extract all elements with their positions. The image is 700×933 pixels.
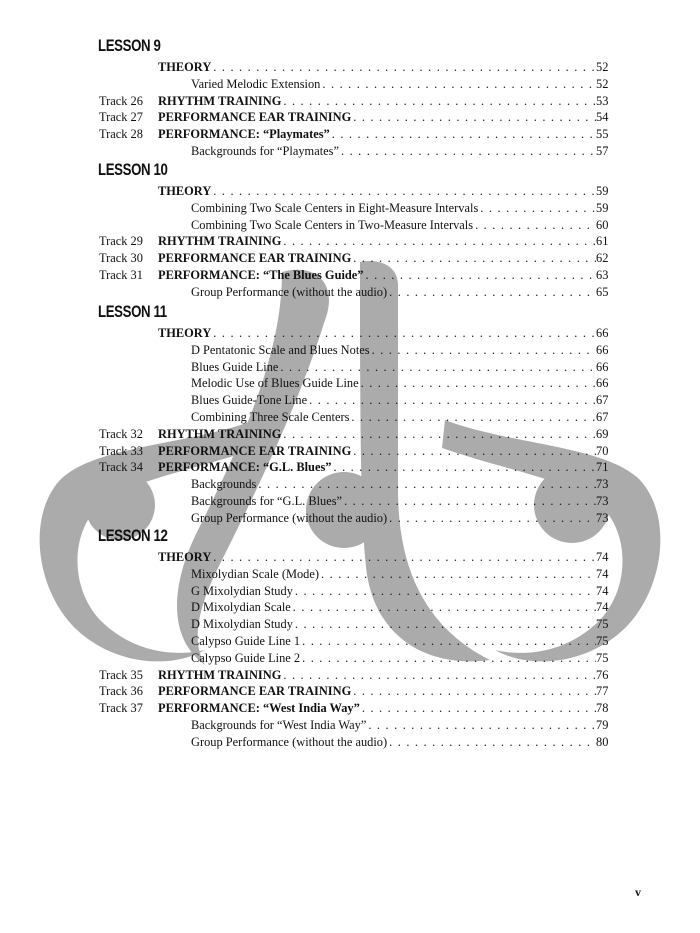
- entry-leader: [158, 233, 596, 250]
- entry-leader: [191, 717, 596, 734]
- toc-entry[interactable]: [0, 126, 700, 143]
- entry-leader: [191, 359, 596, 376]
- toc-entry[interactable]: [0, 667, 700, 684]
- entry-title: THEORY: [158, 326, 212, 340]
- entry-page-number: 61: [596, 234, 609, 249]
- entry-title: PERFORMANCE EAR TRAINING: [158, 251, 352, 266]
- dot-leader: [280, 359, 596, 376]
- entry-title: Backgrounds for “G.L. Blues”: [191, 494, 343, 508]
- entry-title: Backgrounds for “West India Way”: [191, 718, 367, 732]
- dot-leader: [295, 583, 596, 600]
- entry-leader: [158, 93, 596, 110]
- entry-leader: [191, 493, 596, 510]
- entry-leader: [158, 250, 596, 267]
- toc-entry[interactable]: [0, 233, 700, 250]
- dot-leader: [283, 93, 596, 110]
- entry-page-number: 52: [596, 76, 609, 91]
- dot-leader: [302, 650, 596, 667]
- entry-title: PERFORMANCE: “Playmates”: [158, 127, 330, 142]
- entry-page-number: 73: [596, 510, 609, 525]
- entry-page-number: 67: [596, 410, 609, 424]
- entry-page-number: 63: [596, 268, 609, 282]
- toc-entry[interactable]: [0, 59, 700, 76]
- track-label: Track 28: [99, 127, 143, 142]
- track-label: Track 34: [99, 460, 143, 475]
- toc-entry[interactable]: [0, 426, 700, 443]
- track-label: Track 36: [99, 684, 143, 699]
- entry-title: Combining Two Scale Centers in Two-Measure Intervals: [191, 217, 474, 232]
- toc-entry[interactable]: [0, 633, 700, 650]
- entry-page-number: 54: [596, 110, 609, 125]
- dot-leader: [344, 493, 596, 510]
- entry-page-number: 52: [596, 60, 609, 74]
- toc-entry[interactable]: [0, 93, 700, 110]
- entry-page-number: 74: [596, 600, 609, 615]
- entry-page-number: 75: [596, 617, 609, 632]
- entry-leader: [158, 267, 596, 284]
- entry-page-number: 66: [596, 376, 609, 391]
- track-label: Track 32: [99, 426, 143, 441]
- entry-leader: [191, 392, 596, 409]
- dot-leader: [213, 549, 596, 566]
- dot-leader: [295, 616, 596, 633]
- entry-title: Blues Guide Line: [191, 359, 279, 374]
- toc-entry[interactable]: [0, 342, 700, 359]
- toc-entry[interactable]: [0, 359, 700, 376]
- entry-page-number: 67: [596, 393, 609, 408]
- entry-page-number: 73: [596, 477, 609, 492]
- toc-entry[interactable]: [0, 325, 700, 342]
- entry-leader: [158, 549, 596, 566]
- dot-leader: [480, 200, 596, 217]
- toc-entry[interactable]: [0, 443, 700, 460]
- entry-leader: [158, 700, 596, 717]
- entry-page-number: 53: [596, 93, 609, 108]
- entry-leader: [191, 599, 596, 616]
- toc-entry[interactable]: [0, 76, 700, 93]
- track-label: Track 26: [99, 93, 143, 108]
- entry-title: PERFORMANCE EAR TRAINING: [158, 684, 352, 699]
- entry-leader: [191, 200, 596, 217]
- track-label: Track 35: [99, 667, 143, 682]
- dot-leader: [372, 342, 596, 359]
- entry-title: Mixolydian Scale (Mode): [191, 566, 320, 581]
- toc-entry[interactable]: [0, 700, 700, 717]
- entry-leader: [191, 616, 596, 633]
- entry-page-number: 59: [596, 200, 609, 215]
- toc-entry[interactable]: [0, 616, 700, 633]
- toc-entry[interactable]: [0, 683, 700, 700]
- entry-leader: [158, 667, 596, 684]
- entry-title: Combining Two Scale Centers in Eight-Measure Intervals: [191, 200, 479, 215]
- dot-leader: [353, 683, 596, 700]
- entry-leader: [158, 459, 596, 476]
- entry-page-number: 80: [596, 734, 609, 749]
- entry-title: PERFORMANCE: “West India Way”: [158, 701, 360, 716]
- entry-leader: [158, 59, 596, 76]
- dot-leader: [475, 217, 596, 234]
- dot-leader: [366, 267, 597, 284]
- dot-leader: [302, 633, 596, 650]
- entry-page-number: 65: [596, 284, 609, 299]
- lesson-heading: LESSON 11: [98, 302, 167, 321]
- entry-title: PERFORMANCE: “The Blues Guide”: [158, 268, 364, 282]
- toc-entry[interactable]: [0, 459, 700, 476]
- entry-leader: [191, 143, 596, 160]
- entry-title: Calypso Guide Line 2: [191, 650, 301, 665]
- entry-title: Calypso Guide Line 1: [191, 634, 301, 648]
- toc-entry[interactable]: [0, 200, 700, 217]
- entry-title: Group Performance (without the audio): [191, 284, 388, 299]
- toc-entry[interactable]: [0, 476, 700, 493]
- dot-leader: [351, 409, 596, 426]
- dot-leader: [341, 143, 596, 160]
- entry-leader: [191, 510, 596, 527]
- toc-entry[interactable]: [0, 284, 700, 301]
- entry-title: Backgrounds: [191, 477, 257, 492]
- entry-leader: [191, 734, 596, 751]
- entry-title: RHYTHM TRAINING: [158, 426, 282, 441]
- track-label: Track 37: [99, 701, 143, 716]
- toc-entry[interactable]: [0, 734, 700, 751]
- dot-leader: [213, 183, 596, 200]
- entry-leader: [191, 375, 596, 392]
- toc-entry[interactable]: [0, 493, 700, 510]
- entry-page-number: 57: [596, 144, 609, 158]
- entry-leader: [158, 183, 596, 200]
- entry-title: THEORY: [158, 550, 212, 564]
- dot-leader: [332, 126, 596, 143]
- entry-title: Varied Melodic Extension: [191, 76, 321, 91]
- entry-leader: [191, 217, 596, 234]
- entry-title: D Mixolydian Scale: [191, 600, 291, 615]
- toc-entry[interactable]: [0, 375, 700, 392]
- entry-title: RHYTHM TRAINING: [158, 93, 282, 108]
- track-label: Track 33: [99, 443, 143, 458]
- lesson-heading: LESSON 9: [98, 36, 161, 55]
- toc-entry[interactable]: [0, 650, 700, 667]
- dot-leader: [258, 476, 596, 493]
- entry-leader: [191, 650, 596, 667]
- entry-page-number: 60: [596, 217, 609, 232]
- entry-page-number: 74: [596, 566, 609, 581]
- entry-leader: [158, 325, 596, 342]
- entry-page-number: 66: [596, 342, 609, 357]
- entry-page-number: 79: [596, 718, 609, 732]
- track-label: Track 27: [99, 110, 143, 125]
- entry-leader: [158, 683, 596, 700]
- entry-page-number: 73: [596, 494, 609, 508]
- entry-page-number: 69: [596, 426, 609, 441]
- dot-leader: [361, 375, 596, 392]
- toc-entry[interactable]: [0, 409, 700, 426]
- entry-leader: [191, 409, 596, 426]
- entry-title: Group Performance (without the audio): [191, 510, 388, 525]
- page-number: v: [635, 885, 641, 899]
- toc-entry[interactable]: [0, 267, 700, 284]
- entry-leader: [158, 426, 596, 443]
- entry-page-number: 62: [596, 251, 609, 266]
- entry-title: PERFORMANCE: “G.L. Blues”: [158, 460, 332, 475]
- toc-entry[interactable]: [0, 583, 700, 600]
- entry-leader: [158, 443, 596, 460]
- entry-page-number: 74: [596, 583, 609, 598]
- dot-leader: [353, 443, 596, 460]
- entry-leader: [191, 583, 596, 600]
- entry-leader: [158, 126, 596, 143]
- dot-leader: [353, 250, 596, 267]
- toc-entry[interactable]: [0, 143, 700, 160]
- toc-entry[interactable]: [0, 217, 700, 234]
- entry-leader: [191, 284, 596, 301]
- entry-title: Blues Guide-Tone Line: [191, 393, 308, 408]
- dot-leader: [283, 667, 596, 684]
- lesson-heading: LESSON 12: [98, 526, 168, 545]
- entry-title: RHYTHM TRAINING: [158, 234, 282, 249]
- dot-leader: [309, 392, 596, 409]
- dot-leader: [368, 717, 596, 734]
- track-label: Track 29: [99, 234, 143, 249]
- dot-leader: [283, 426, 596, 443]
- entry-leader: [191, 76, 596, 93]
- toc-entry[interactable]: [0, 392, 700, 409]
- dot-leader: [362, 700, 596, 717]
- dot-leader: [353, 109, 596, 126]
- entry-title: THEORY: [158, 60, 212, 74]
- entry-title: PERFORMANCE EAR TRAINING: [158, 110, 352, 125]
- entry-leader: [191, 342, 596, 359]
- entry-title: D Mixolydian Study: [191, 617, 293, 632]
- dot-leader: [322, 76, 596, 93]
- entry-page-number: 55: [596, 127, 609, 142]
- entry-page-number: 74: [596, 550, 609, 564]
- entry-title: Backgrounds for “Playmates”: [191, 144, 339, 158]
- entry-page-number: 71: [596, 460, 609, 475]
- dot-leader: [213, 325, 596, 342]
- entry-title: D Pentatonic Scale and Blues Notes: [191, 342, 370, 357]
- track-label: Track 31: [99, 268, 143, 282]
- entry-page-number: 78: [596, 701, 609, 716]
- toc-entry[interactable]: [0, 549, 700, 566]
- entry-title: Combining Three Scale Centers: [191, 410, 350, 424]
- entry-page-number: 66: [596, 359, 609, 374]
- entry-leader: [191, 476, 596, 493]
- toc-entry[interactable]: [0, 109, 700, 126]
- entry-title: Melodic Use of Blues Guide Line: [191, 376, 359, 391]
- entry-page-number: 75: [596, 650, 609, 665]
- track-label: Track 30: [99, 251, 143, 266]
- entry-title: RHYTHM TRAINING: [158, 667, 282, 682]
- dot-leader: [321, 566, 596, 583]
- entry-page-number: 75: [596, 634, 609, 648]
- entry-title: PERFORMANCE EAR TRAINING: [158, 443, 352, 458]
- entry-page-number: 66: [596, 326, 609, 340]
- entry-title: G Mixolydian Study: [191, 583, 293, 598]
- dot-leader: [389, 284, 596, 301]
- entry-leader: [191, 633, 596, 650]
- toc-entry[interactable]: [0, 566, 700, 583]
- entry-page-number: 70: [596, 443, 609, 458]
- toc-entry[interactable]: [0, 183, 700, 200]
- dot-leader: [283, 233, 596, 250]
- toc-entry[interactable]: [0, 250, 700, 267]
- dot-leader: [213, 59, 596, 76]
- dot-leader: [333, 459, 596, 476]
- entry-page-number: 59: [596, 184, 609, 198]
- entry-title: THEORY: [158, 184, 212, 198]
- dot-leader: [293, 599, 596, 616]
- entry-page-number: 76: [596, 667, 609, 682]
- dot-leader: [389, 734, 596, 751]
- entry-leader: [191, 566, 596, 583]
- toc-entry[interactable]: [0, 717, 700, 734]
- lesson-heading: LESSON 10: [98, 160, 168, 179]
- entry-title: Group Performance (without the audio): [191, 734, 388, 749]
- entry-page-number: 77: [596, 684, 609, 699]
- entry-leader: [158, 109, 596, 126]
- dot-leader: [389, 510, 596, 527]
- toc-entry[interactable]: [0, 599, 700, 616]
- toc-entry[interactable]: [0, 510, 700, 527]
